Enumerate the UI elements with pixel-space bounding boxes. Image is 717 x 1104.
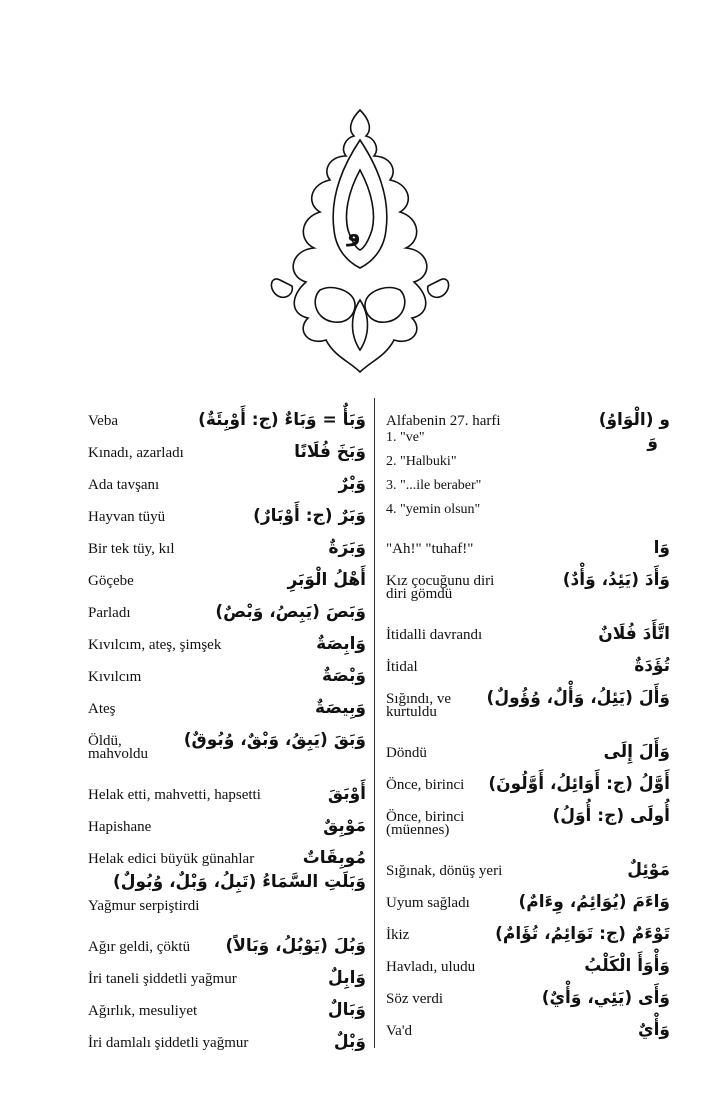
arabic-headword: أَهْلُ الْوَبَرِ xyxy=(287,570,366,590)
turkish-meaning: Va'd xyxy=(386,1023,413,1039)
turkish-meaning: Ateş xyxy=(88,701,116,717)
turkish-meaning: Ağırlık, mesuliyet xyxy=(88,1003,198,1019)
turkish-meaning: Kız çocuğunu diri xyxy=(386,573,495,589)
turkish-meaning: Helak edici büyük günahlar xyxy=(88,851,255,867)
arabic-headword: وَبَصَ (يَبِصُ، وَبْصٌ) xyxy=(215,602,366,622)
turkish-meaning: Alfabenin 27. harfi xyxy=(386,413,501,429)
dictionary-entry xyxy=(386,944,670,976)
dictionary-entry xyxy=(386,398,670,430)
turkish-meaning: Ada tavşanı xyxy=(88,477,160,493)
turkish-meaning: Önce, birinci xyxy=(386,809,465,825)
column-divider xyxy=(374,398,375,1048)
arabic-headword: وَبَرٌ (ج: أَوْبَارٌ) xyxy=(253,506,366,526)
turkish-meaning: Hapishane xyxy=(88,819,152,835)
turkish-meaning: İri taneli şiddetli yağmur xyxy=(88,971,237,987)
arabic-headword: وَأَى (يَئِي، وَأْيٌ) xyxy=(541,988,670,1008)
dictionary-entry xyxy=(88,590,366,622)
arabic-headword: أُولَى (ج: أُوَلُ) xyxy=(552,806,670,826)
turkish-meaning: Göçebe xyxy=(88,573,134,589)
arabic-headword: وَابِصَةٌ xyxy=(316,634,366,654)
dictionary-entry xyxy=(386,880,670,912)
turkish-meaning: İri damlalı şiddetli yağmur xyxy=(88,1035,249,1051)
turkish-meaning: Yağmur serpiştirdi xyxy=(88,898,200,914)
dictionary-entry xyxy=(386,730,670,762)
dictionary-entry xyxy=(88,956,366,988)
arabic-headword: وَأَلَ إِلَى xyxy=(603,742,670,762)
turkish-meaning: Kıvılcım xyxy=(88,669,142,685)
arabic-headword: وَبُلَ (يَوْبُلُ، وَبَالاً) xyxy=(225,936,366,956)
arabic-headword: وَ xyxy=(647,432,658,452)
arabic-headword: أَوَّلُ (ج: أَوَائِلُ، أَوَّلُونَ) xyxy=(488,774,670,794)
dictionary-entry xyxy=(88,804,366,836)
turkish-meaning: Önce, birinci xyxy=(386,777,465,793)
turkish-meaning-continued: diri gömdü xyxy=(386,586,453,602)
turkish-meaning: Ağır geldi, çöktü xyxy=(88,939,191,955)
section-letter: و xyxy=(347,222,361,247)
sense-item: 3. "...ile beraber" xyxy=(386,478,482,493)
dictionary-entry xyxy=(386,848,670,880)
dictionary-entry xyxy=(88,686,366,718)
turkish-meaning: Uyum sağladı xyxy=(386,895,470,911)
dictionary-entry xyxy=(88,836,366,868)
arabic-headword: وَبَرَةٌ xyxy=(328,538,366,558)
turkish-meaning: Helak etti, mahvetti, hapsetti xyxy=(88,787,261,803)
dictionary-entry xyxy=(386,526,670,558)
dictionary-entry xyxy=(88,462,366,494)
dictionary-entry xyxy=(386,1008,670,1040)
arabic-headword: اتَّأَدَ فُلَانٌ xyxy=(598,624,670,644)
arabic-headword: و (الْوَاوُ) xyxy=(598,410,670,430)
dictionary-entry xyxy=(88,772,366,804)
arabic-headword: وَبْصَةٌ xyxy=(321,666,366,686)
arabic-headword: وَأَدَ (يَئِدُ، وَأْدٌ) xyxy=(562,570,670,590)
turkish-meaning: İkiz xyxy=(386,927,410,943)
arabic-headword: وَأْيٌ xyxy=(638,1020,670,1040)
dictionary-entry xyxy=(386,612,670,644)
turkish-meaning-continued: mahvoldu xyxy=(88,746,148,762)
dictionary-entry xyxy=(386,762,670,794)
dictionary-entry xyxy=(88,526,366,558)
turkish-meaning: "Ah!" "tuhaf!" xyxy=(386,541,474,557)
dictionary-entry xyxy=(88,924,366,956)
arabic-headword: وَبَلَتِ السَّمَاءُ (تَبِلُ، وَبْلٌ، وُبُولٌ) xyxy=(113,872,366,892)
dictionary-entry xyxy=(88,622,366,654)
dictionary-entry xyxy=(88,398,366,430)
dictionary-entry xyxy=(386,912,670,944)
dictionary-entry xyxy=(88,494,366,526)
arabic-headword: وَبَخَ فُلَانًا xyxy=(294,442,366,462)
arabic-headword: وَبَأٌ = وَبَاءٌ (ج: أَوْبِئَةٌ) xyxy=(198,410,366,430)
turkish-meaning: Parladı xyxy=(88,605,131,621)
arabic-headword: وَبَالٌ xyxy=(327,1000,366,1020)
turkish-meaning: Hayvan tüyü xyxy=(88,509,166,525)
left-column xyxy=(88,398,366,1052)
turkish-meaning-continued: kurtuldu xyxy=(386,704,437,720)
right-column xyxy=(386,398,670,1040)
turkish-meaning: Veba xyxy=(88,413,118,429)
dictionary-entry xyxy=(88,654,366,686)
turkish-meaning-continued: (müennes) xyxy=(386,822,450,838)
turkish-meaning: Öldü, xyxy=(88,733,122,749)
dictionary-entry xyxy=(88,558,366,590)
arabic-headword: وَبْرٌ xyxy=(338,474,366,494)
turkish-meaning: Kıvılcım, ateş, şimşek xyxy=(88,637,222,653)
arabic-headword: تُؤَدَةٌ xyxy=(634,656,670,676)
turkish-meaning: Döndü xyxy=(386,745,427,761)
arabic-headword: أَوْبَقَ xyxy=(327,784,366,804)
turkish-meaning: Sığındı, ve xyxy=(386,691,452,707)
turkish-meaning: Havladı, uludu xyxy=(386,959,476,975)
dictionary-entry xyxy=(386,644,670,676)
sense-item: 2. "Halbuki" xyxy=(386,454,457,469)
dictionary-entry xyxy=(88,430,366,462)
turkish-meaning: İtidalli davrandı xyxy=(386,627,483,643)
turkish-meaning: Kınadı, azarladı xyxy=(88,445,184,461)
arabic-headword: وَاءَمَ (يُوَائِمُ، وِءَامٌ) xyxy=(518,892,670,912)
arabic-headword: وَابِلٌ xyxy=(328,968,366,988)
arabic-headword: وَأَلَ (يَئِلُ، وَأْلٌ، وُؤُولٌ) xyxy=(486,688,670,708)
turkish-meaning: Bir tek tüy, kıl xyxy=(88,541,175,557)
turkish-meaning: Sığınak, dönüş yeri xyxy=(386,863,503,879)
dictionary-entry xyxy=(386,976,670,1008)
dictionary-entry xyxy=(88,1020,366,1052)
arabic-headword: مُوبِقَاتٌ xyxy=(302,848,366,868)
dictionary-entry xyxy=(88,988,366,1020)
arabic-headword: وَبْلٌ xyxy=(333,1032,366,1052)
turkish-meaning: Söz verdi xyxy=(386,991,444,1007)
arabic-headword: وَا xyxy=(653,538,670,558)
arabic-headword: مَوْئِلٌ xyxy=(627,860,670,880)
sense-item: 1. "ve" xyxy=(386,430,425,445)
turkish-meaning: İtidal xyxy=(386,659,418,675)
arabic-headword: وَبَقَ (يَبِقُ، وَبْقٌ، وُبُوقٌ) xyxy=(183,730,366,750)
arabic-headword: وَأْوَأَ الْكَلْبُ xyxy=(584,956,670,976)
sense-item: 4. "yemin olsun" xyxy=(386,502,481,517)
arabic-headword: تَوْءَمٌ (ج: تَوَائِمُ، تُؤَامٌ) xyxy=(495,924,670,944)
arabic-headword: وَبِيصَةٌ xyxy=(315,698,366,718)
arabic-headword: مَوْبِقٌ xyxy=(323,816,366,836)
